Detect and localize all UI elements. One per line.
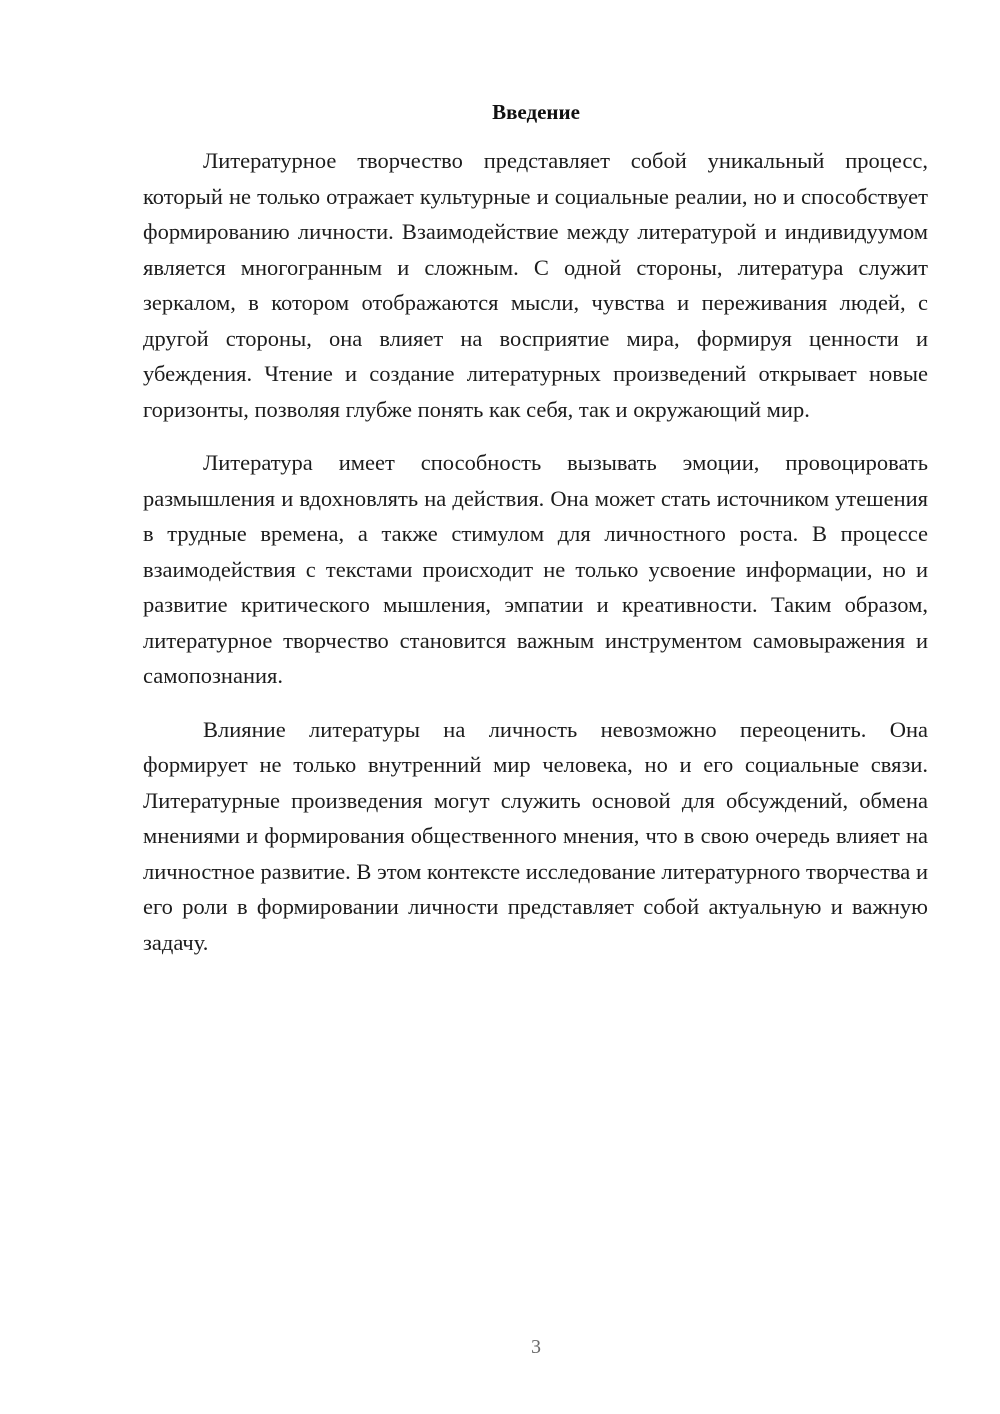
paragraph-1: Литературное творчество представляет собой уникальный процесс, который не только отражает культурные и социальные реалии, но и способствует формированию личности. Взаимодействие между литературой и индивидуумом является многогранным и сложным. С одной стороны, литература служит зеркалом, в котором отображаются мысли, чувства и переживания людей, с другой стороны, она влияет на восприятие мира, формируя ценности и убеждения. Чтение и создание литературных произведений открывает новые горизонты, позволяя глубже понять как себя, так и окружающий мир. bbox=[143, 148, 928, 422]
paragraph-3: Влияние литературы на личность невозможно переоценить. Она формирует не только внутренний мир человека, но и его социальные связи. Литературные произведения могут служить основой для обсуждений, обмена мнениями и формирования общественного мнения, что в свою очередь влияет на личностное развитие. В этом контексте исследование литературного творчества и его роли в формировании личности представляет собой актуальную и важную задачу. bbox=[143, 716, 928, 955]
paragraph-2: Литература имеет способность вызывать эмоции, провоцировать размышления и вдохновлять на действия. Она может стать источником утешения в трудные времена, а также стимулом для личностного роста. В процессе взаимодействия с текстами происходит не только усвоение информации, но и развитие критического мышления, эмпатии и креативности. Таким образом, литературное творчество становится важным инструментом самовыражения и самопознания. bbox=[143, 450, 928, 688]
document-body bbox=[143, 143, 928, 978]
section-title: Введение bbox=[492, 100, 580, 124]
page-number: 3 bbox=[531, 1336, 541, 1358]
